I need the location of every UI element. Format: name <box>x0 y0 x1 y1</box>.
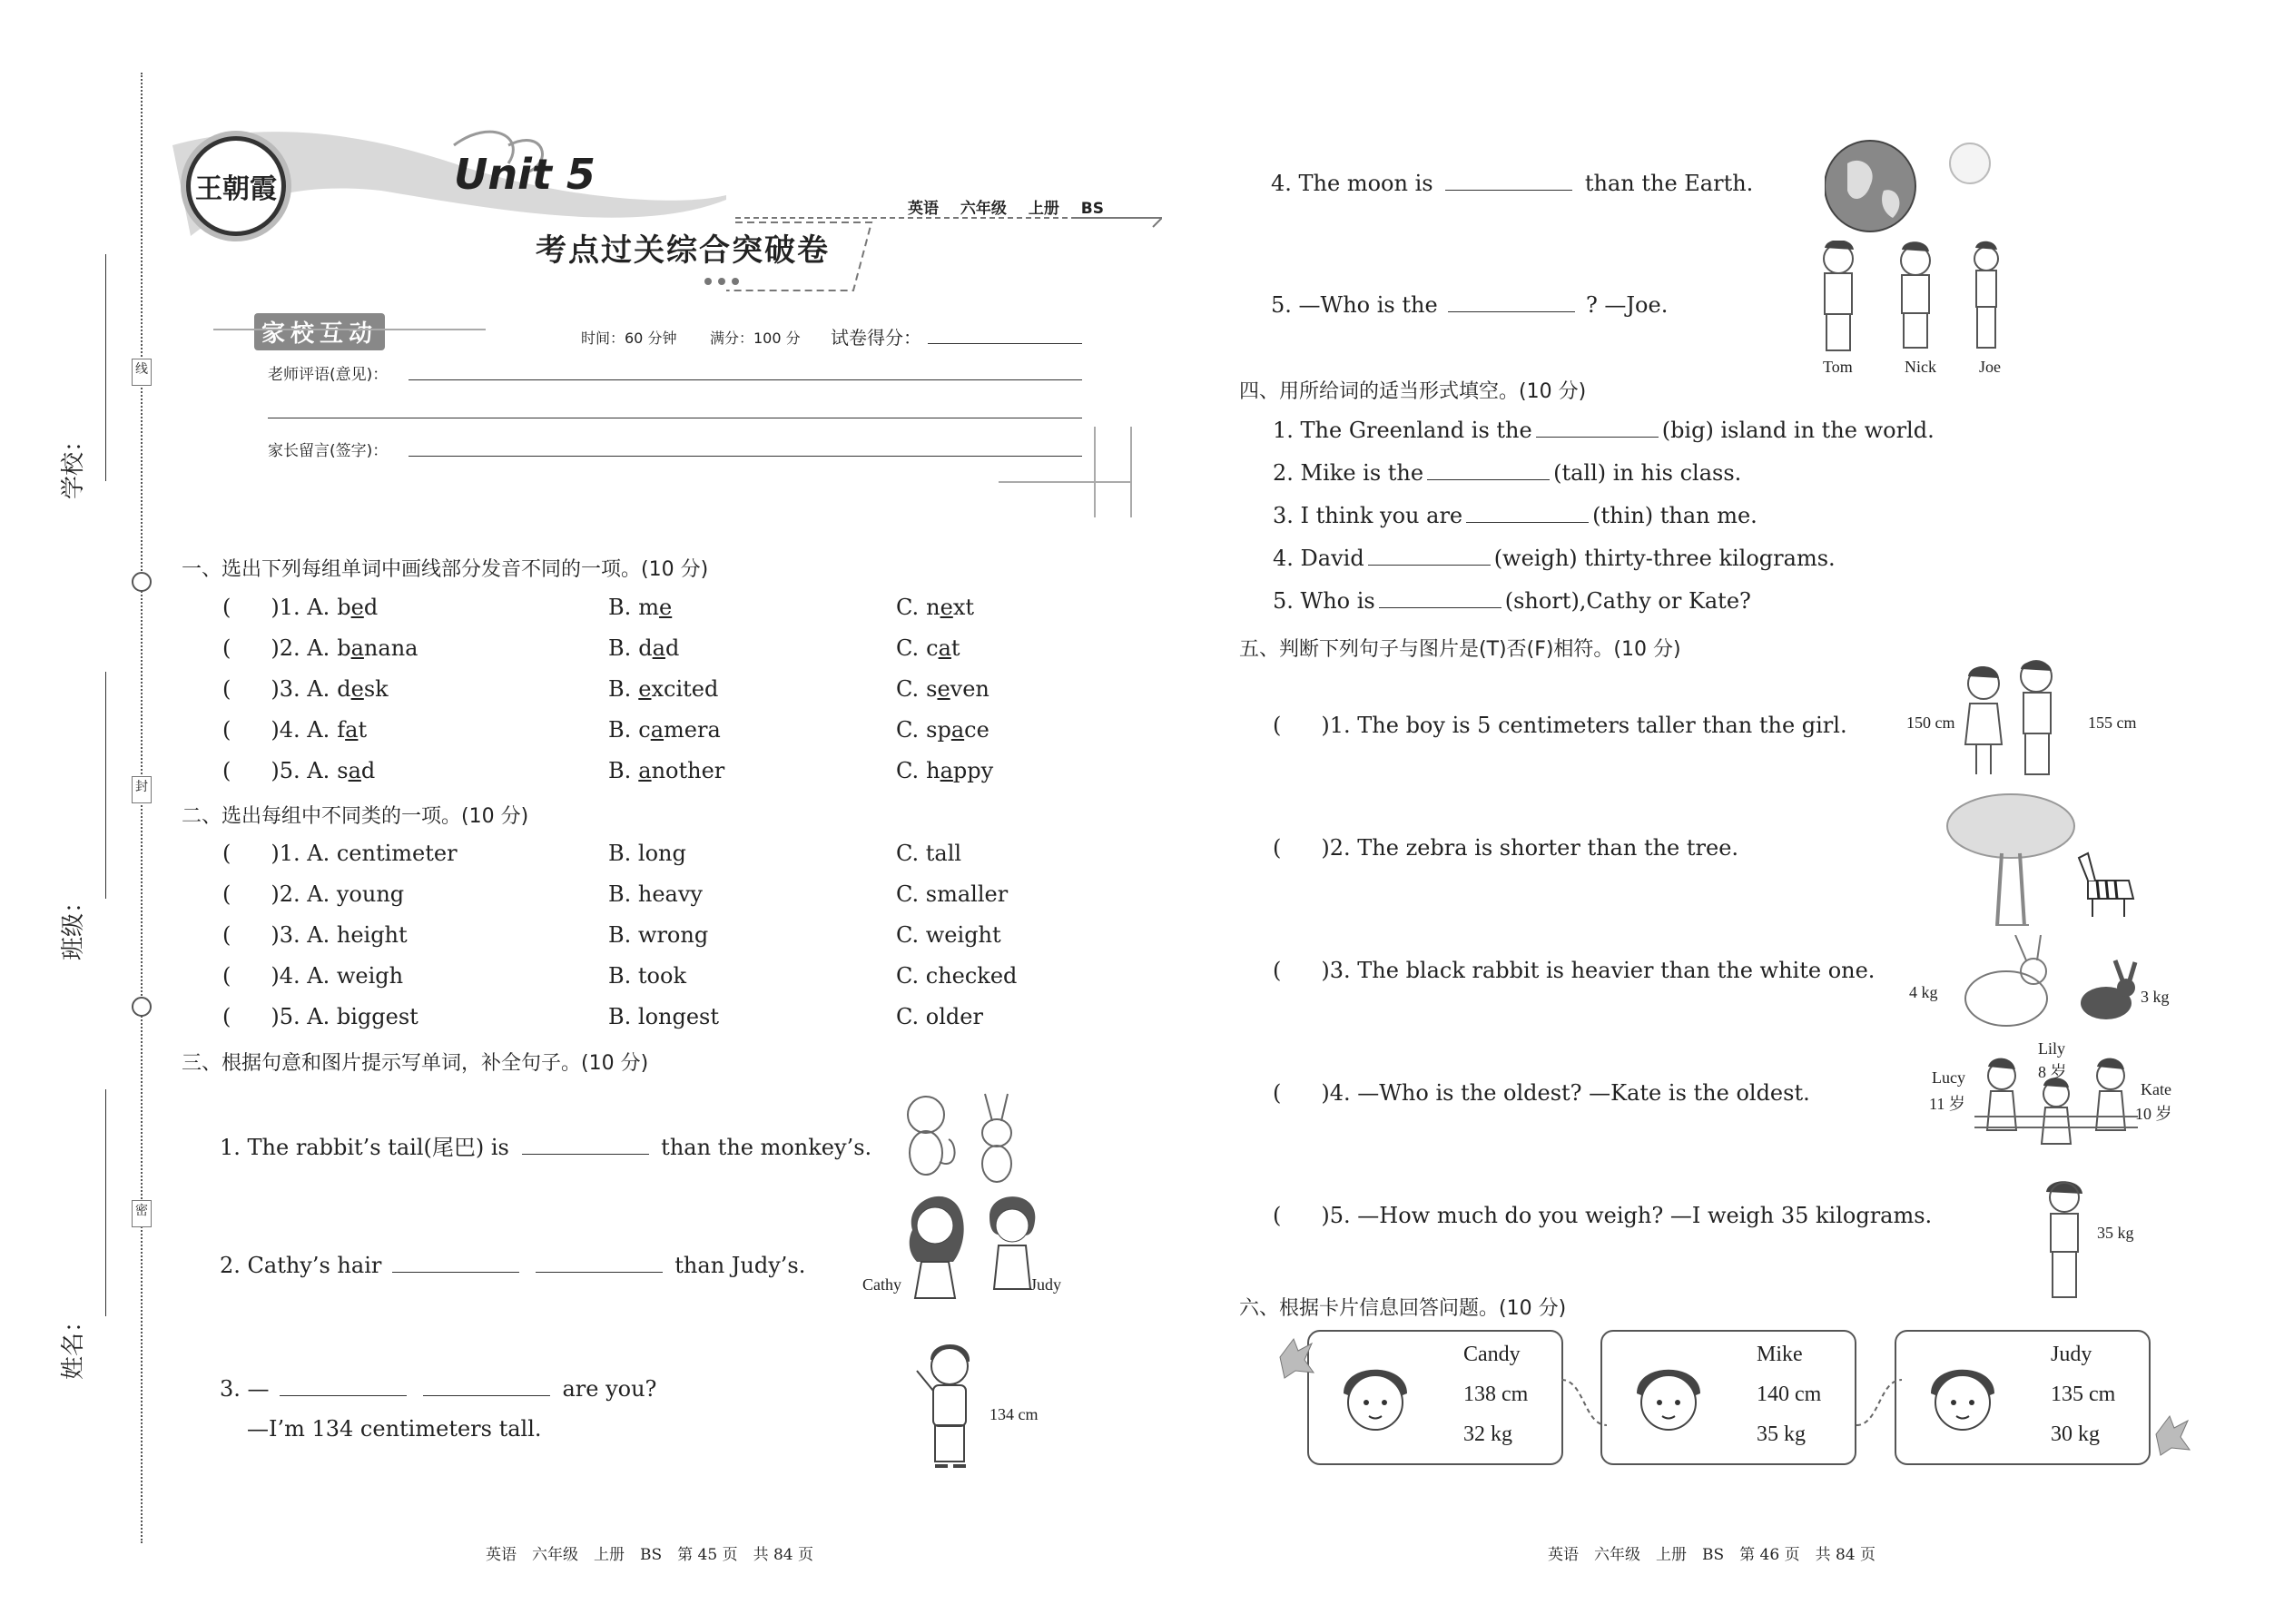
avatar <box>1922 1357 2004 1439</box>
answer-paren[interactable]: ( <box>222 595 231 620</box>
footer-left: 英语 六年级 上册 BS 第 45 页 共 84 页 <box>486 1546 814 1564</box>
tag-edition: BS <box>1080 200 1104 218</box>
score-label: 试卷得分： <box>831 327 921 349</box>
option-c-underlined: a <box>938 635 951 661</box>
question-text-b: (thin) than me. <box>1592 503 1757 528</box>
question-number: )5. A. <box>271 758 330 783</box>
question-number: )4. A. <box>271 717 330 743</box>
leaf-decoration-left <box>1275 1334 1316 1380</box>
answer-blank[interactable] <box>1379 589 1501 608</box>
option-a-pre: b <box>337 595 351 620</box>
binding-circle-1 <box>132 572 152 592</box>
s3-q4-blank[interactable] <box>1445 172 1572 191</box>
s3-q2-text-b: than Judy’s. <box>674 1253 806 1278</box>
s2-question-row <box>222 881 1039 909</box>
option-b-pre: m <box>638 595 660 620</box>
option-a <box>337 635 418 661</box>
statement-text: )3. The black rabbit is heavier than the white one. <box>1321 958 1876 983</box>
option-a <box>337 758 375 783</box>
answer-paren[interactable]: ( <box>1273 1080 1282 1106</box>
boy-picture <box>908 1334 989 1480</box>
label-155cm: 155 cm <box>2088 714 2137 732</box>
s3-q2-blank-1[interactable] <box>392 1254 519 1273</box>
statement-text: )4. —Who is the oldest? —Kate is the oldest. <box>1321 1080 1810 1106</box>
answer-paren[interactable]: ( <box>222 676 231 702</box>
option-c-label: C. <box>896 635 920 661</box>
question-option-a: )1. A. centimeter <box>271 841 458 866</box>
option-a-underlined: a <box>350 635 364 661</box>
answer-blank[interactable] <box>1427 461 1550 480</box>
info-card <box>1307 1330 1563 1465</box>
card-connector-right <box>1856 1371 1902 1434</box>
statement-text: )5. —How much do you weigh? —I weigh 35 kilograms. <box>1321 1203 1933 1228</box>
statement-text: )2. The zebra is shorter than the tree. <box>1321 835 1739 861</box>
option-c-post: ppy <box>952 758 994 783</box>
option-c-label: C. <box>896 758 920 783</box>
parent-comment-input[interactable] <box>409 456 1082 457</box>
answer-paren[interactable]: ( <box>1273 713 1282 738</box>
binding-circle-2 <box>132 997 152 1017</box>
option-a-underlined: a <box>345 717 359 743</box>
option-c-post: t <box>950 635 960 661</box>
s5-question-row <box>1273 1203 1932 1228</box>
question-text-a: 1. The Greenland is the <box>1273 418 1532 443</box>
option-c-post: ce <box>964 717 989 743</box>
answer-paren[interactable]: ( <box>1273 835 1282 861</box>
s4-question-row <box>1273 418 1935 443</box>
card-name: Judy <box>2051 1343 2092 1366</box>
label-lucy-age: 11 岁 <box>1929 1095 1965 1113</box>
option-c-pre: h <box>926 758 940 783</box>
option-a-underlined: e <box>350 595 364 620</box>
label-nick: Nick <box>1905 358 1936 376</box>
answer-paren[interactable]: ( <box>222 1004 231 1029</box>
info-card <box>1600 1330 1856 1465</box>
school-label: 学校： <box>60 428 87 499</box>
answer-paren[interactable]: ( <box>222 758 231 783</box>
s1-question-row <box>222 676 1039 704</box>
answer-paren[interactable]: ( <box>222 717 231 743</box>
option-c-underlined: a <box>950 717 965 743</box>
option-c-post: xt <box>952 595 974 620</box>
s3-q5-text-a: 5. —Who is the <box>1271 292 1438 318</box>
option-b-underlined: e <box>659 595 673 620</box>
s3-q2 <box>220 1253 805 1278</box>
option-b-label: B. <box>608 758 632 783</box>
option-b-label: B. <box>608 676 632 702</box>
label-cathy: Cathy <box>862 1275 901 1294</box>
answer-paren[interactable]: ( <box>222 841 231 866</box>
s3-q5-text-b: ? —Joe. <box>1585 292 1669 318</box>
answer-paren[interactable]: ( <box>222 963 231 989</box>
answer-blank[interactable] <box>1536 418 1659 438</box>
option-b <box>608 595 672 620</box>
tag-volume: 上册 <box>1028 200 1059 218</box>
label-kate: Kate <box>2141 1080 2171 1098</box>
option-a-underlined: a <box>348 758 361 783</box>
option-c <box>896 717 989 743</box>
option-c-pre: s <box>926 676 938 702</box>
s3-q5-blank[interactable] <box>1448 293 1575 312</box>
section6-title: 六、根据卡片信息回答问题。(10 分) <box>1239 1297 1567 1320</box>
s3-q4-text-b: than the Earth. <box>1584 171 1754 196</box>
s3-q3 <box>220 1376 656 1402</box>
s5-question-row <box>1273 835 1738 861</box>
option-c-post: ven <box>950 676 989 702</box>
footer-right: 英语 六年级 上册 BS 第 46 页 共 84 页 <box>1548 1546 1876 1564</box>
book-tags <box>908 195 1104 218</box>
question-option-a: )4. A. weigh <box>271 963 404 989</box>
class-field[interactable] <box>54 672 118 962</box>
s3-q5 <box>1271 292 1668 318</box>
cathy-judy-picture <box>899 1180 1053 1316</box>
option-a-pre: b <box>337 635 351 661</box>
s4-question-row <box>1273 588 1751 614</box>
unit-title: Unit 5 <box>454 150 596 199</box>
option-c <box>896 758 993 783</box>
label-134cm: 134 cm <box>989 1405 1039 1423</box>
s3-q3-blank-1[interactable] <box>280 1377 407 1396</box>
option-c: C. checked <box>896 963 1018 989</box>
logo <box>186 136 286 236</box>
s3-q1 <box>220 1129 871 1161</box>
question-text-a: 4. David <box>1273 546 1364 571</box>
option-a-underlined: e <box>350 676 364 702</box>
answer-blank[interactable] <box>1368 546 1491 566</box>
option-a-post: nana <box>363 635 418 661</box>
option-c-underlined: e <box>940 595 953 620</box>
statement-text: )1. The boy is 5 centimeters taller than the girl. <box>1321 713 1847 738</box>
girl-boy-height-picture <box>1956 658 2065 781</box>
answer-blank[interactable] <box>1466 504 1589 523</box>
avatar <box>1628 1357 1709 1439</box>
option-c-underlined: a <box>940 758 953 783</box>
option-c: C. smaller <box>896 881 1009 907</box>
s2-question-row <box>222 841 1039 868</box>
option-b: B. heavy <box>608 881 703 907</box>
rabbits-picture <box>1943 935 2151 1035</box>
option-b-underlined: a <box>652 635 665 661</box>
tag-grade: 六年级 <box>960 200 1007 218</box>
card-connector-left <box>1561 1371 1607 1434</box>
option-b: B. wrong <box>608 922 709 948</box>
s1-question-row <box>222 717 1039 744</box>
section3-title: 三、根据句意和图片提示写单词，补全句子。(10 分) <box>182 1052 649 1075</box>
s3-q1-text-b: than the monkey’s. <box>661 1135 872 1160</box>
s4-question-row <box>1273 546 1836 571</box>
card-weight: 30 kg <box>2051 1422 2100 1446</box>
option-b <box>608 676 718 702</box>
info-card <box>1895 1330 2151 1465</box>
label-joe: Joe <box>1979 358 2001 376</box>
option-b: B. longest <box>608 1004 720 1029</box>
card-height: 135 cm <box>2051 1383 2116 1406</box>
earth-moon-picture <box>1825 136 2006 236</box>
question-option-a: )3. A. height <box>271 922 408 948</box>
option-a-post: sk <box>363 676 389 702</box>
s1-question-row <box>222 635 1039 663</box>
s1-question-row <box>222 595 1039 622</box>
option-a <box>337 595 378 620</box>
option-b: B. took <box>608 963 686 989</box>
option-c-pre: sp <box>926 717 951 743</box>
option-b-underlined: e <box>638 676 652 702</box>
option-b-post: nother <box>651 758 725 783</box>
option-a-post: t <box>358 717 368 743</box>
seal-char-1: 线 <box>132 359 152 386</box>
option-c-label: C. <box>896 595 920 620</box>
s5-question-row <box>1273 1080 1810 1106</box>
card-height: 140 cm <box>1757 1383 1822 1406</box>
s3-q3-blank-2[interactable] <box>423 1377 550 1396</box>
s5-question-row <box>1273 713 1847 738</box>
option-b-label: B. <box>608 595 632 620</box>
logo-text: 王朝霞 <box>195 173 277 205</box>
s3-q3-text-b: are you? <box>562 1376 657 1402</box>
name-label: 姓名： <box>60 1308 87 1380</box>
question-number: )2. A. <box>271 635 330 661</box>
s4-question-row <box>1273 503 1757 528</box>
option-b-post: mera <box>664 717 721 743</box>
answer-paren[interactable]: ( <box>1273 958 1282 983</box>
option-b-label: B. <box>608 635 632 661</box>
label-lily-age: 8 岁 <box>2038 1063 2067 1081</box>
name-field[interactable] <box>54 1089 118 1380</box>
s2-question-row <box>222 1004 1039 1031</box>
question-text-b: (weigh) thirty-three kilograms. <box>1493 546 1836 571</box>
option-b <box>608 758 724 783</box>
card-weight: 32 kg <box>1463 1422 1512 1446</box>
option-a <box>337 717 367 743</box>
option-c-label: C. <box>896 676 920 702</box>
label-kate-age: 10 岁 <box>2135 1105 2172 1123</box>
option-c <box>896 595 974 620</box>
s3-q4 <box>1271 171 1753 196</box>
question-option-a: )2. A. young <box>271 881 405 907</box>
question-text-a: 3. I think you are <box>1273 503 1463 528</box>
page-subtitle: 考点过关综合突破卷 <box>536 232 830 269</box>
question-number: )3. A. <box>271 676 330 702</box>
option-c-pre: c <box>926 635 939 661</box>
option-b-label: B. <box>608 717 632 743</box>
s5-question-row <box>1273 958 1875 983</box>
header-frame-lines <box>1094 427 1132 517</box>
s2-question-row <box>222 922 1039 950</box>
answer-paren[interactable]: ( <box>222 922 231 948</box>
teacher-comment-label: 老师评语(意见)： <box>268 366 389 384</box>
label-judy: Judy <box>1030 1275 1062 1294</box>
s4-question-row <box>1273 460 1741 486</box>
option-a-post: d <box>360 758 376 783</box>
s3-q1-text-a: 1. The rabbit’s tail(尾巴) is <box>220 1135 509 1160</box>
option-c: C. older <box>896 1004 983 1029</box>
label-150cm: 150 cm <box>1906 714 1955 732</box>
home-school-rule <box>213 329 486 330</box>
leaf-decoration-right <box>2151 1412 2192 1457</box>
option-b-post: xcited <box>651 676 719 702</box>
card-name: Candy <box>1463 1343 1521 1366</box>
tree-zebra-picture <box>1943 790 2151 926</box>
s3-q3-answer: —I’m 134 centimeters tall. <box>247 1416 542 1442</box>
s3-q2-text-a: 2. Cathy’s hair <box>220 1253 382 1278</box>
option-b <box>608 717 721 743</box>
option-b-pre: d <box>638 635 653 661</box>
teacher-comment-input[interactable] <box>409 379 1082 380</box>
answer-paren[interactable]: ( <box>222 635 231 661</box>
section4-title: 四、用所给词的适当形式填空。(10 分) <box>1239 380 1587 403</box>
option-a-pre: s <box>337 758 349 783</box>
exam-time: 时间：60 分钟 <box>581 330 677 347</box>
three-boys-picture <box>1807 241 2015 359</box>
option-a-post: d <box>363 595 379 620</box>
label-tom: Tom <box>1823 358 1853 376</box>
option-c-label: C. <box>896 717 920 743</box>
header-frame-bottom <box>999 481 1130 483</box>
answer-paren[interactable]: ( <box>1273 1203 1282 1228</box>
s3-q3-text-a: 3. — <box>220 1376 270 1402</box>
seal-char-3: 密 <box>132 1200 152 1227</box>
parent-comment-label: 家长留言(签字)： <box>268 442 389 460</box>
tag-subject: 英语 <box>908 200 939 218</box>
option-a-pre: f <box>337 717 346 743</box>
option-c-pre: n <box>926 595 940 620</box>
card-weight: 35 kg <box>1757 1422 1806 1446</box>
section5-title: 五、判断下列句子与图片是(T)否(F)相符。(10 分) <box>1239 638 1681 661</box>
option-b: B. long <box>608 841 686 866</box>
question-text-b: (tall) in his class. <box>1553 460 1742 486</box>
section1-title: 一、选出下列每组单词中画线部分发音不同的一项。(10 分) <box>182 558 709 581</box>
option-c <box>896 635 960 661</box>
s1-question-row <box>222 758 1039 785</box>
question-text-b: (short),Cathy or Kate? <box>1504 588 1751 614</box>
boy-weight-picture <box>2033 1176 2097 1303</box>
s3-q2-blank-2[interactable] <box>536 1254 663 1273</box>
question-option-a: )5. A. biggest <box>271 1004 418 1029</box>
score-input[interactable] <box>928 343 1082 344</box>
label-lily: Lily <box>2038 1039 2065 1058</box>
option-c <box>896 676 989 702</box>
question-text-a: 2. Mike is the <box>1273 460 1424 486</box>
label-4kg: 4 kg <box>1909 983 1938 1001</box>
option-a <box>337 676 388 702</box>
card-name: Mike <box>1757 1343 1803 1366</box>
monkey-rabbit-picture <box>894 1089 1039 1189</box>
option-c-underlined: e <box>937 676 950 702</box>
s3-q1-blank[interactable] <box>522 1136 649 1155</box>
section2-title: 二、选出每组中不同类的一项。(10 分) <box>182 805 529 828</box>
option-c: C. weight <box>896 922 1001 948</box>
question-text-a: 5. Who is <box>1273 588 1375 614</box>
option-b <box>608 635 679 661</box>
seal-char-2: 封 <box>132 776 152 803</box>
label-35kg: 35 kg <box>2097 1224 2134 1242</box>
option-b-post: d <box>665 635 680 661</box>
question-number: )1. A. <box>271 595 330 620</box>
label-lucy: Lucy <box>1932 1068 1965 1087</box>
school-field[interactable] <box>54 254 118 545</box>
exam-full-score: 满分：100 分 <box>710 330 801 347</box>
home-school-tag: 家校互动 <box>254 313 385 350</box>
option-b-underlined: a <box>638 758 652 783</box>
option-c: C. tall <box>896 841 962 866</box>
card-height: 138 cm <box>1463 1383 1529 1406</box>
question-text-b: (big) island in the world. <box>1661 418 1935 443</box>
avatar <box>1334 1357 1416 1439</box>
class-label: 班级： <box>60 889 87 960</box>
option-b-pre: c <box>638 717 651 743</box>
s3-q4-text-a: 4. The moon is <box>1271 171 1433 196</box>
answer-paren[interactable]: ( <box>222 881 231 907</box>
s2-question-row <box>222 963 1039 990</box>
binding-dotted-line <box>141 73 143 1543</box>
label-3kg: 3 kg <box>2141 988 2170 1006</box>
option-a-pre: d <box>337 676 351 702</box>
option-b-underlined: a <box>650 717 665 743</box>
